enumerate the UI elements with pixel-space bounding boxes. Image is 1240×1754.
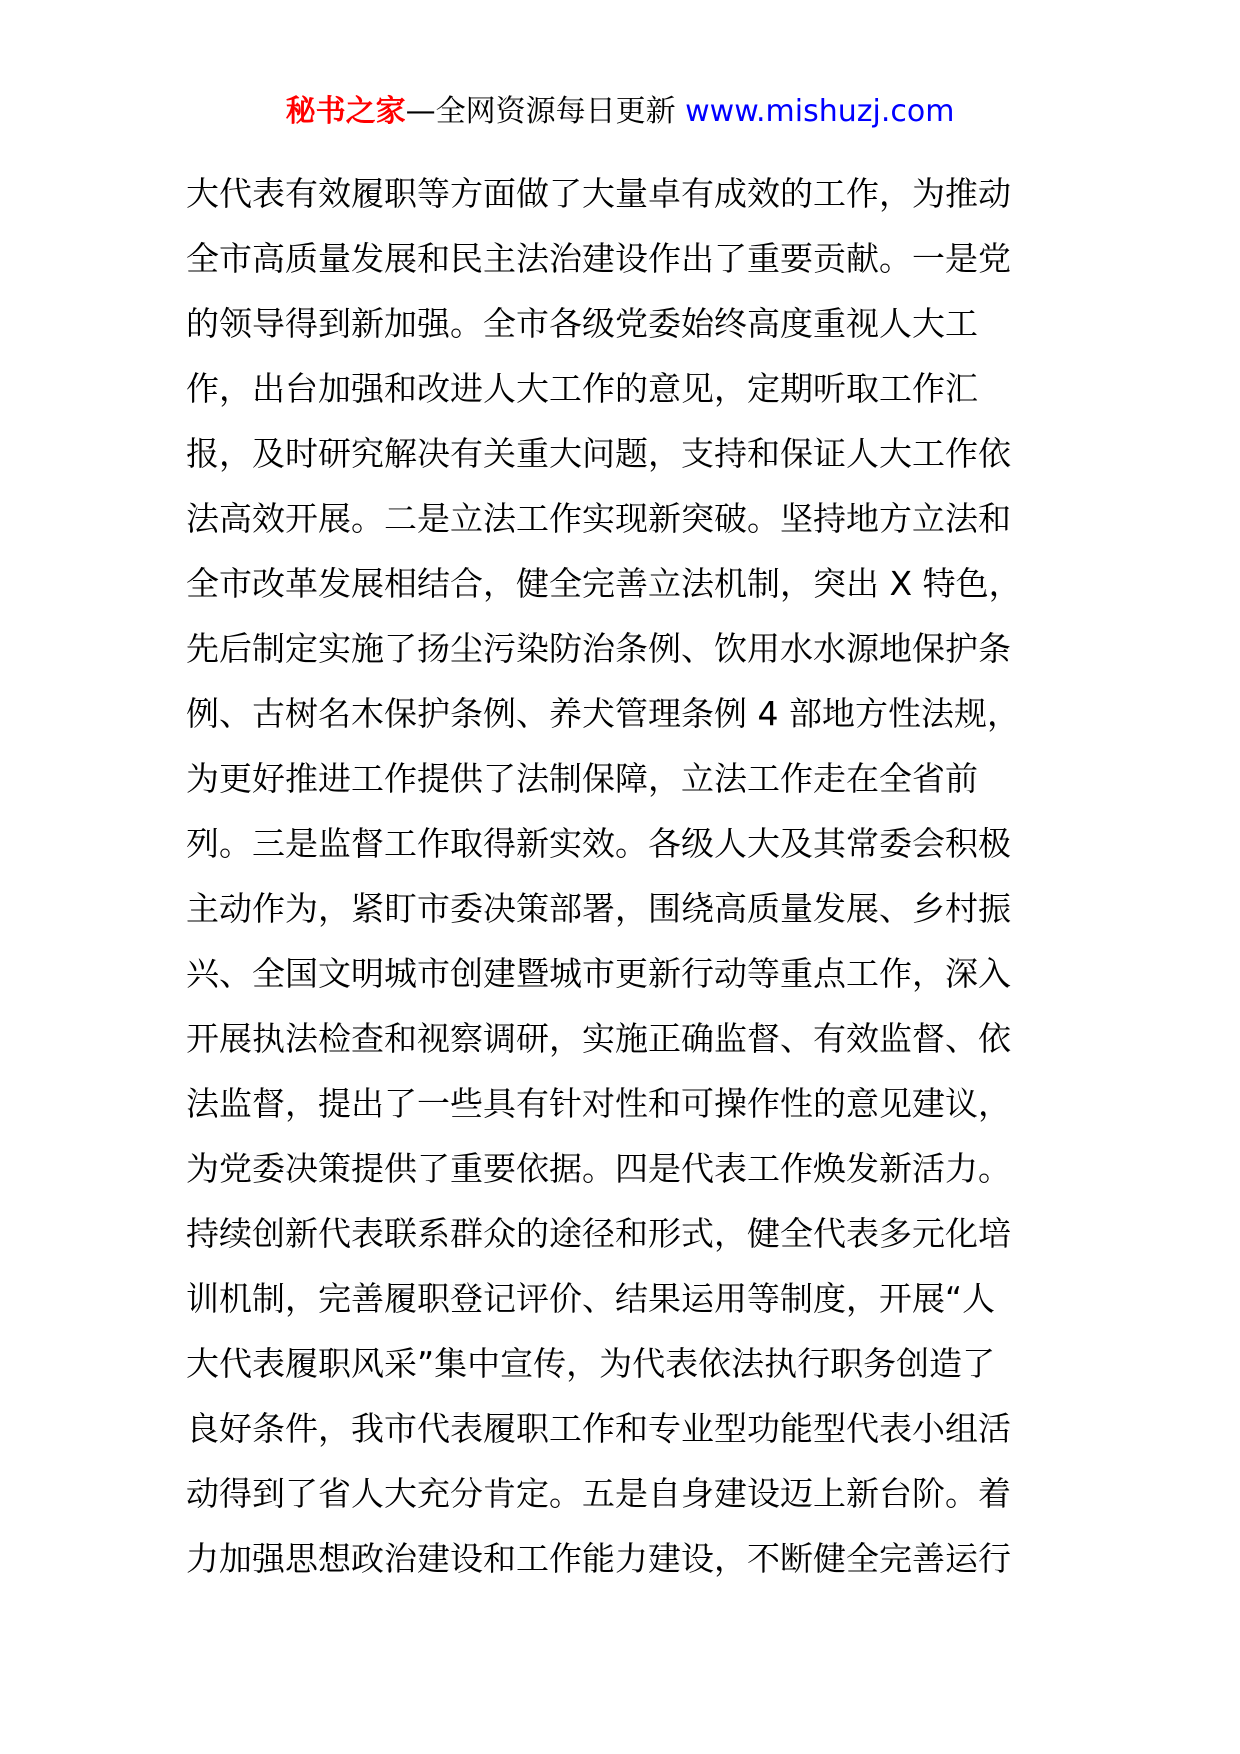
body-line: 兴、全国文明城市创建暨城市更新行动等重点工作，深入 (186, 954, 1011, 993)
body-line: 动得到了省人大充分肯定。五是自身建设迈上新台阶。着 (186, 1474, 1011, 1513)
body-line: 大代表有效履职等方面做了大量卓有成效的工作，为推动 (186, 174, 1011, 213)
body-line: 例、古树名木保护条例、养犬管理条例 4 部地方性法规， (186, 694, 1020, 733)
body-line: 开展执法检查和视察调研，实施正确监督、有效监督、依 (186, 1019, 1011, 1058)
body-line: 为党委决策提供了重要依据。四是代表工作焕发新活力。 (186, 1149, 1011, 1188)
body-line: 的领导得到新加强。全市各级党委始终高度重视人大工 (186, 304, 978, 343)
page-header (0, 92, 1240, 132)
body-line: 法监督，提出了一些具有针对性和可操作性的意见建议， (186, 1084, 1011, 1123)
site-url-link[interactable]: www.mishuzj.com (685, 94, 955, 129)
body-line: 持续创新代表联系群众的途径和形式，健全代表多元化培 (186, 1214, 1011, 1253)
body-line: 训机制，完善履职登记评价、结果运用等制度，开展“人 (186, 1279, 996, 1318)
body-line: 主动作为，紧盯市委决策部署，围绕高质量发展、乡村振 (186, 889, 1011, 928)
body-line: 良好条件，我市代表履职工作和专业型功能型代表小组活 (186, 1409, 1011, 1448)
brand-name: 秘书之家 (285, 94, 406, 129)
body-line: 法高效开展。二是立法工作实现新突破。坚持地方立法和 (186, 499, 1011, 538)
body-line: 全市改革发展相结合，健全完善立法机制，突出 X 特色， (186, 564, 1022, 603)
body-line: 力加强思想政治建设和工作能力建设，不断健全完善运行 (186, 1539, 1011, 1578)
body-line: 全市高质量发展和民主法治建设作出了重要贡献。一是党 (186, 239, 1011, 278)
body-line: 报，及时研究解决有关重大问题，支持和保证人大工作依 (186, 434, 1011, 473)
header-tagline: —全网资源每日更新 (405, 94, 676, 129)
body-line: 先后制定实施了扬尘污染防治条例、饮用水水源地保护条 (186, 629, 1011, 668)
document-body (186, 161, 1056, 1591)
body-line: 作，出台加强和改进人大工作的意见，定期听取工作汇 (186, 369, 978, 408)
body-line: 列。三是监督工作取得新实效。各级人大及其常委会积极 (186, 824, 1011, 863)
body-line: 大代表履职风采”集中宣传，为代表依法执行职务创造了 (186, 1344, 996, 1383)
body-line: 为更好推进工作提供了法制保障，立法工作走在全省前 (186, 759, 978, 798)
